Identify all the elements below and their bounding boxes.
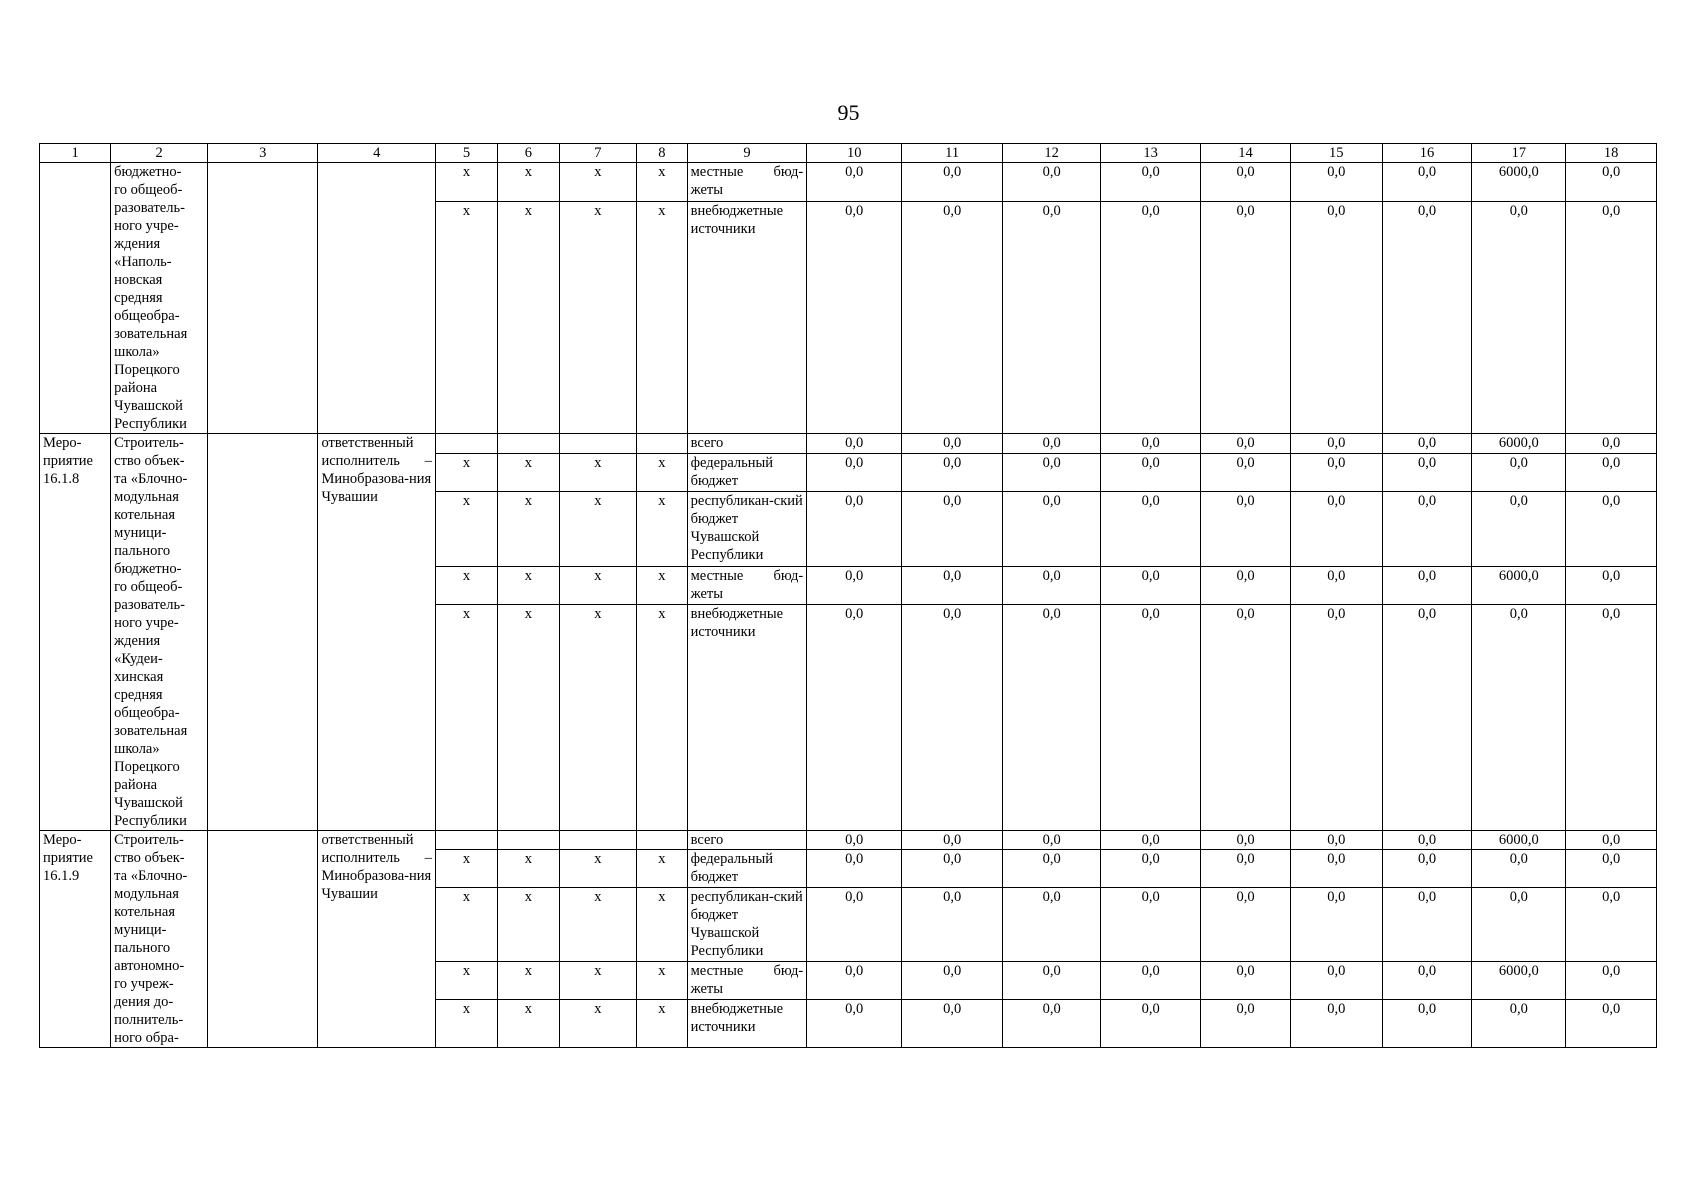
item-name-line: муници- bbox=[114, 922, 167, 938]
item-name-line: общеобра- bbox=[114, 308, 180, 324]
executor-cell: ответственный исполнитель – Минобразова-ния Чувашии bbox=[318, 831, 436, 1048]
item-name-line: района bbox=[114, 380, 158, 396]
code-cell: x bbox=[637, 1000, 688, 1048]
amount-cell: 0,0 bbox=[1472, 1000, 1566, 1048]
code-cell: x bbox=[436, 1000, 498, 1048]
amount-cell: 0,0 bbox=[807, 831, 902, 850]
amount-cell: 0,0 bbox=[1101, 453, 1201, 491]
funding-source-cell: внебюджетные источники bbox=[687, 1000, 807, 1048]
amount-cell: 0,0 bbox=[1201, 850, 1291, 888]
amount-cell: 0,0 bbox=[1566, 888, 1657, 962]
amount-cell: 6000,0 bbox=[1472, 831, 1566, 850]
funding-source-cell: федеральный бюджет bbox=[687, 453, 807, 491]
amount-cell: 0,0 bbox=[1290, 850, 1382, 888]
amount-cell: 6000,0 bbox=[1472, 434, 1566, 454]
table-row bbox=[40, 831, 1657, 850]
amount-cell: 0,0 bbox=[807, 962, 902, 1000]
amount-cell: 0,0 bbox=[1003, 434, 1101, 454]
item-name-cell bbox=[111, 163, 208, 434]
code-cell: x bbox=[436, 566, 498, 604]
code-cell: x bbox=[497, 888, 559, 962]
amount-cell: 0,0 bbox=[1101, 888, 1201, 962]
activity-code-cell: Меро-приятие 16.1.8 bbox=[40, 434, 111, 831]
amount-cell: 0,0 bbox=[902, 453, 1003, 491]
code-cell: x bbox=[436, 850, 498, 888]
code-cell: x bbox=[559, 202, 636, 434]
amount-cell: 0,0 bbox=[902, 1000, 1003, 1048]
amount-cell: 0,0 bbox=[807, 566, 902, 604]
code-cell: x bbox=[637, 888, 688, 962]
amount-cell: 0,0 bbox=[807, 434, 902, 454]
code-cell: x bbox=[559, 604, 636, 830]
amount-cell: 0,0 bbox=[1101, 1000, 1201, 1048]
empty-cell bbox=[208, 163, 318, 434]
code-cell: x bbox=[637, 453, 688, 491]
code-cell: x bbox=[436, 888, 498, 962]
code-cell: x bbox=[497, 850, 559, 888]
table-row bbox=[40, 434, 1657, 454]
amount-cell: 0,0 bbox=[902, 566, 1003, 604]
amount-cell: 0,0 bbox=[807, 163, 902, 202]
amount-cell: 0,0 bbox=[902, 202, 1003, 434]
amount-cell: 6000,0 bbox=[1472, 163, 1566, 202]
item-name-cell bbox=[111, 831, 208, 1048]
column-header: 14 bbox=[1201, 144, 1291, 163]
item-name-line: котельная bbox=[114, 507, 176, 523]
amount-cell: 0,0 bbox=[1382, 491, 1472, 566]
amount-cell: 0,0 bbox=[1003, 850, 1101, 888]
amount-cell: 0,0 bbox=[1382, 566, 1472, 604]
amount-cell: 0,0 bbox=[807, 604, 902, 830]
amount-cell: 0,0 bbox=[902, 962, 1003, 1000]
funding-source-cell: всего bbox=[687, 831, 807, 850]
amount-cell: 0,0 bbox=[1472, 202, 1566, 434]
amount-cell: 0,0 bbox=[1382, 962, 1472, 1000]
amount-cell: 0,0 bbox=[1290, 831, 1382, 850]
code-cell: x bbox=[497, 962, 559, 1000]
code-cell: x bbox=[559, 850, 636, 888]
amount-cell: 0,0 bbox=[1290, 202, 1382, 434]
item-name-line: муници- bbox=[114, 525, 167, 541]
amount-cell: 0,0 bbox=[902, 850, 1003, 888]
amount-cell: 0,0 bbox=[1382, 1000, 1472, 1048]
column-header: 16 bbox=[1382, 144, 1472, 163]
item-name-line: Строитель- bbox=[114, 435, 184, 451]
amount-cell: 0,0 bbox=[1290, 604, 1382, 830]
amount-cell: 0,0 bbox=[1003, 566, 1101, 604]
item-name-line: школа» bbox=[114, 741, 160, 757]
amount-cell: 0,0 bbox=[1201, 888, 1291, 962]
funding-source-cell: всего bbox=[687, 434, 807, 454]
amount-cell: 0,0 bbox=[1201, 1000, 1291, 1048]
item-name-line: «Наполь- bbox=[114, 254, 172, 270]
item-name-line: ного учре- bbox=[114, 615, 179, 631]
amount-cell: 0,0 bbox=[1472, 850, 1566, 888]
amount-cell: 0,0 bbox=[1566, 566, 1657, 604]
amount-cell: 0,0 bbox=[1101, 202, 1201, 434]
code-cell: x bbox=[559, 491, 636, 566]
item-name-line: ного обра- bbox=[114, 1030, 179, 1046]
item-name-line: Порецкого bbox=[114, 362, 180, 378]
funding-source-cell: федеральный бюджет bbox=[687, 850, 807, 888]
amount-cell: 0,0 bbox=[1290, 491, 1382, 566]
amount-cell: 0,0 bbox=[1382, 163, 1472, 202]
amount-cell: 0,0 bbox=[1290, 434, 1382, 454]
code-cell bbox=[637, 831, 688, 850]
column-header: 9 bbox=[687, 144, 807, 163]
amount-cell: 0,0 bbox=[1290, 962, 1382, 1000]
item-name-line: Порецкого bbox=[114, 759, 180, 775]
amount-cell: 0,0 bbox=[1003, 202, 1101, 434]
code-cell: x bbox=[497, 163, 559, 202]
item-name-line: пального bbox=[114, 940, 171, 956]
amount-cell: 0,0 bbox=[1101, 434, 1201, 454]
amount-cell: 0,0 bbox=[902, 434, 1003, 454]
code-cell: x bbox=[497, 202, 559, 434]
amount-cell: 0,0 bbox=[902, 163, 1003, 202]
code-cell bbox=[436, 434, 498, 454]
item-name-line: го учреж- bbox=[114, 976, 174, 992]
amount-cell: 0,0 bbox=[902, 831, 1003, 850]
executor-cell bbox=[318, 163, 436, 434]
code-cell: x bbox=[637, 566, 688, 604]
code-cell: x bbox=[637, 604, 688, 830]
amount-cell: 0,0 bbox=[1382, 888, 1472, 962]
code-cell: x bbox=[436, 163, 498, 202]
column-header: 2 bbox=[111, 144, 208, 163]
amount-cell: 0,0 bbox=[1566, 604, 1657, 830]
column-header: 5 bbox=[436, 144, 498, 163]
page-number: 95 bbox=[837, 100, 860, 125]
amount-cell: 0,0 bbox=[1101, 850, 1201, 888]
amount-cell: 0,0 bbox=[1003, 491, 1101, 566]
column-header: 4 bbox=[318, 144, 436, 163]
code-cell: x bbox=[637, 962, 688, 1000]
column-header: 6 bbox=[497, 144, 559, 163]
amount-cell: 0,0 bbox=[1290, 566, 1382, 604]
amount-cell: 0,0 bbox=[1382, 604, 1472, 830]
item-name-line: бюджетно- bbox=[114, 561, 182, 577]
funding-source-cell: республикан-ский бюджет Чувашской Республики bbox=[687, 888, 807, 962]
amount-cell: 0,0 bbox=[1472, 888, 1566, 962]
item-name-line: «Кудеи- bbox=[114, 651, 163, 667]
budget-table bbox=[39, 143, 1657, 1048]
amount-cell: 0,0 bbox=[902, 888, 1003, 962]
table-row bbox=[40, 163, 1657, 202]
code-cell: x bbox=[497, 604, 559, 830]
funding-source-cell: внебюджетные источники bbox=[687, 202, 807, 434]
amount-cell: 0,0 bbox=[1566, 850, 1657, 888]
amount-cell: 0,0 bbox=[1003, 962, 1101, 1000]
amount-cell: 0,0 bbox=[807, 888, 902, 962]
amount-cell: 0,0 bbox=[1003, 888, 1101, 962]
amount-cell: 0,0 bbox=[1382, 453, 1472, 491]
code-cell bbox=[436, 831, 498, 850]
amount-cell: 0,0 bbox=[1201, 566, 1291, 604]
amount-cell: 6000,0 bbox=[1472, 962, 1566, 1000]
code-cell bbox=[559, 434, 636, 454]
item-name-line: района bbox=[114, 777, 158, 793]
item-name-line: ждения bbox=[114, 236, 161, 252]
code-cell bbox=[637, 434, 688, 454]
item-name-line: хинская bbox=[114, 669, 164, 685]
amount-cell: 0,0 bbox=[1101, 604, 1201, 830]
column-header: 7 bbox=[559, 144, 636, 163]
amount-cell: 0,0 bbox=[1201, 831, 1291, 850]
item-name-line: общеобра- bbox=[114, 705, 180, 721]
item-name-line: та «Блочно- bbox=[114, 471, 188, 487]
amount-cell: 0,0 bbox=[1382, 434, 1472, 454]
amount-cell: 0,0 bbox=[807, 850, 902, 888]
code-cell: x bbox=[559, 566, 636, 604]
empty-cell bbox=[208, 831, 318, 1048]
funding-source-cell: местные бюд-жеты bbox=[687, 566, 807, 604]
item-name-line: Чувашской bbox=[114, 398, 183, 414]
item-name-line: Строитель- bbox=[114, 832, 184, 848]
amount-cell: 0,0 bbox=[1566, 962, 1657, 1000]
item-name-line: дения до- bbox=[114, 994, 174, 1010]
item-name-line: го общеоб- bbox=[114, 579, 183, 595]
item-name-line: Чувашской bbox=[114, 795, 183, 811]
column-header: 11 bbox=[902, 144, 1003, 163]
amount-cell: 0,0 bbox=[1290, 1000, 1382, 1048]
column-header: 15 bbox=[1290, 144, 1382, 163]
code-cell bbox=[497, 434, 559, 454]
amount-cell: 0,0 bbox=[1101, 566, 1201, 604]
amount-cell: 0,0 bbox=[807, 453, 902, 491]
amount-cell: 0,0 bbox=[1201, 491, 1291, 566]
amount-cell: 0,0 bbox=[1382, 850, 1472, 888]
amount-cell: 0,0 bbox=[1201, 962, 1291, 1000]
item-name-line: школа» bbox=[114, 344, 160, 360]
item-name-line: го общеоб- bbox=[114, 182, 183, 198]
amount-cell: 0,0 bbox=[1290, 163, 1382, 202]
funding-source-cell: местные бюд-жеты bbox=[687, 163, 807, 202]
column-header: 8 bbox=[637, 144, 688, 163]
amount-cell: 0,0 bbox=[1566, 163, 1657, 202]
code-cell: x bbox=[559, 1000, 636, 1048]
item-name-line: ждения bbox=[114, 633, 161, 649]
code-cell: x bbox=[436, 202, 498, 434]
column-header: 12 bbox=[1003, 144, 1101, 163]
code-cell: x bbox=[436, 604, 498, 830]
amount-cell: 0,0 bbox=[1003, 831, 1101, 850]
item-name-line: средняя bbox=[114, 687, 163, 703]
column-header: 10 bbox=[807, 144, 902, 163]
code-cell: x bbox=[637, 202, 688, 434]
code-cell: x bbox=[497, 1000, 559, 1048]
amount-cell: 0,0 bbox=[1566, 1000, 1657, 1048]
amount-cell: 0,0 bbox=[1382, 831, 1472, 850]
amount-cell: 0,0 bbox=[1101, 831, 1201, 850]
amount-cell: 0,0 bbox=[1290, 888, 1382, 962]
code-cell: x bbox=[497, 453, 559, 491]
amount-cell: 0,0 bbox=[1472, 491, 1566, 566]
code-cell: x bbox=[637, 850, 688, 888]
item-name-line: котельная bbox=[114, 904, 176, 920]
code-cell: x bbox=[436, 453, 498, 491]
code-cell: x bbox=[559, 453, 636, 491]
code-cell: x bbox=[559, 962, 636, 1000]
column-header: 1 bbox=[40, 144, 111, 163]
amount-cell: 0,0 bbox=[1566, 831, 1657, 850]
amount-cell: 0,0 bbox=[807, 1000, 902, 1048]
amount-cell: 6000,0 bbox=[1472, 566, 1566, 604]
item-name-line: полнитель- bbox=[114, 1012, 184, 1028]
table-body bbox=[40, 163, 1657, 1048]
code-cell: x bbox=[497, 491, 559, 566]
column-header: 18 bbox=[1566, 144, 1657, 163]
amount-cell: 0,0 bbox=[807, 491, 902, 566]
amount-cell: 0,0 bbox=[1566, 491, 1657, 566]
header-row bbox=[40, 144, 1657, 163]
funding-source-cell: республикан-ский бюджет Чувашской Республики bbox=[687, 491, 807, 566]
amount-cell: 0,0 bbox=[1003, 163, 1101, 202]
code-cell: x bbox=[436, 962, 498, 1000]
code-cell: x bbox=[436, 491, 498, 566]
item-name-line: бюджетно- bbox=[114, 164, 182, 180]
item-name-cell bbox=[111, 434, 208, 831]
amount-cell: 0,0 bbox=[1566, 453, 1657, 491]
activity-code-cell: Меро-приятие 16.1.9 bbox=[40, 831, 111, 1048]
amount-cell: 0,0 bbox=[1101, 163, 1201, 202]
code-cell: x bbox=[559, 163, 636, 202]
amount-cell: 0,0 bbox=[1201, 604, 1291, 830]
funding-source-cell: внебюджетные источники bbox=[687, 604, 807, 830]
amount-cell: 0,0 bbox=[1566, 202, 1657, 434]
amount-cell: 0,0 bbox=[1290, 453, 1382, 491]
code-cell: x bbox=[497, 566, 559, 604]
executor-cell: ответственный исполнитель – Минобразова-ния Чувашии bbox=[318, 434, 436, 831]
amount-cell: 0,0 bbox=[1101, 491, 1201, 566]
amount-cell: 0,0 bbox=[902, 491, 1003, 566]
amount-cell: 0,0 bbox=[1003, 1000, 1101, 1048]
amount-cell: 0,0 bbox=[1472, 604, 1566, 830]
item-name-line: Республики bbox=[114, 416, 187, 432]
amount-cell: 0,0 bbox=[1101, 962, 1201, 1000]
item-name-line: пального bbox=[114, 543, 171, 559]
amount-cell: 0,0 bbox=[1566, 434, 1657, 454]
empty-cell bbox=[208, 434, 318, 831]
amount-cell: 0,0 bbox=[1472, 453, 1566, 491]
item-name-line: модульная bbox=[114, 886, 179, 902]
column-header: 17 bbox=[1472, 144, 1566, 163]
activity-code-cell bbox=[40, 163, 111, 434]
amount-cell: 0,0 bbox=[1201, 453, 1291, 491]
funding-source-cell: местные бюд-жеты bbox=[687, 962, 807, 1000]
amount-cell: 0,0 bbox=[1201, 434, 1291, 454]
amount-cell: 0,0 bbox=[1003, 453, 1101, 491]
item-name-line: та «Блочно- bbox=[114, 868, 188, 884]
amount-cell: 0,0 bbox=[1382, 202, 1472, 434]
item-name-line: новская bbox=[114, 272, 163, 288]
amount-cell: 0,0 bbox=[1201, 163, 1291, 202]
item-name-line: модульная bbox=[114, 489, 179, 505]
amount-cell: 0,0 bbox=[902, 604, 1003, 830]
item-name-line: средняя bbox=[114, 290, 163, 306]
amount-cell: 0,0 bbox=[807, 202, 902, 434]
column-header: 3 bbox=[208, 144, 318, 163]
item-name-line: ство объек- bbox=[114, 850, 185, 866]
item-name-line: ство объек- bbox=[114, 453, 185, 469]
code-cell: x bbox=[637, 163, 688, 202]
item-name-line: Республики bbox=[114, 813, 187, 829]
item-name-line: ного учре- bbox=[114, 218, 179, 234]
code-cell bbox=[559, 831, 636, 850]
item-name-line: автономно- bbox=[114, 958, 185, 974]
item-name-line: зовательная bbox=[114, 723, 188, 739]
amount-cell: 0,0 bbox=[1003, 604, 1101, 830]
item-name-line: разователь- bbox=[114, 597, 185, 613]
column-header: 13 bbox=[1101, 144, 1201, 163]
code-cell: x bbox=[559, 888, 636, 962]
item-name-line: зовательная bbox=[114, 326, 188, 342]
item-name-line: разователь- bbox=[114, 200, 185, 216]
code-cell bbox=[497, 831, 559, 850]
amount-cell: 0,0 bbox=[1201, 202, 1291, 434]
code-cell: x bbox=[637, 491, 688, 566]
